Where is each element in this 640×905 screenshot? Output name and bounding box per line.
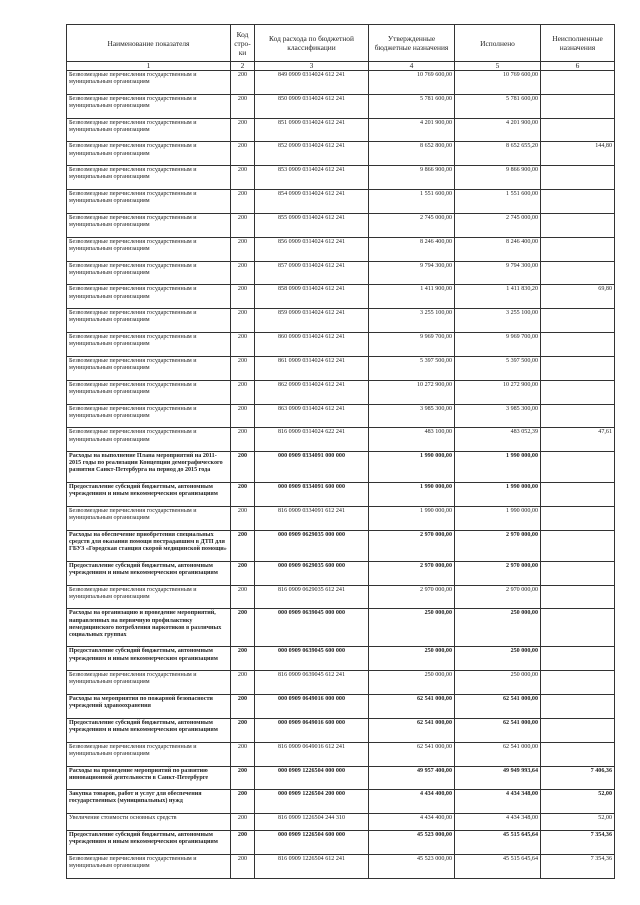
approved-amount-cell: 4 434 400,00: [369, 814, 455, 831]
table-row: [67, 790, 615, 814]
indicator-name-cell: Безвозмездные перечисления государственным и муниципальным организациям: [67, 671, 231, 695]
line-code-cell: 200: [231, 237, 255, 261]
executed-amount-cell: 8 246 400,00: [455, 237, 541, 261]
budget-classification-code-cell: 000 0909 1226504 600 000: [255, 830, 369, 854]
executed-amount-cell: 9 969 700,00: [455, 333, 541, 357]
budget-classification-code-cell: 000 0909 1226504 000 000: [255, 766, 369, 790]
approved-amount-cell: 1 551 600,00: [369, 190, 455, 214]
indicator-name-cell: Закупка товаров, работ и услуг для обеспечения государственных (муниципальных) нужд: [67, 790, 231, 814]
approved-amount-cell: 10 769 600,00: [369, 71, 455, 95]
unexecuted-amount-cell: 52,00: [541, 814, 615, 831]
line-code-cell: 200: [231, 404, 255, 428]
header-indicator-name: Наименование показателя: [67, 25, 231, 62]
unexecuted-amount-cell: [541, 333, 615, 357]
approved-amount-cell: 2 970 000,00: [369, 585, 455, 609]
table-row: [67, 285, 615, 309]
executed-amount-cell: 5 781 600,00: [455, 94, 541, 118]
unexecuted-amount-cell: [541, 483, 615, 507]
executed-amount-cell: 250 000,00: [455, 609, 541, 647]
budget-classification-code-cell: 853 0909 0314024 612 241: [255, 166, 369, 190]
approved-amount-cell: 2 970 000,00: [369, 561, 455, 585]
unexecuted-amount-cell: [541, 94, 615, 118]
header-line-code: Код стро-ки: [231, 25, 255, 62]
indicator-name-cell: Безвозмездные перечисления государственным и муниципальным организациям: [67, 166, 231, 190]
table-row: [67, 647, 615, 671]
line-code-cell: 200: [231, 213, 255, 237]
executed-amount-cell: 49 949 993,64: [455, 766, 541, 790]
indicator-name-cell: Безвозмездные перечисления государственным и муниципальным организациям: [67, 261, 231, 285]
table-row: [67, 333, 615, 357]
executed-amount-cell: 5 397 500,00: [455, 356, 541, 380]
budget-classification-code-cell: 852 0909 0314024 612 241: [255, 142, 369, 166]
indicator-name-cell: Предоставление субсидий бюджетным, автономным учреждениям и иным некоммерческим организациям: [67, 483, 231, 507]
unexecuted-amount-cell: [541, 213, 615, 237]
column-number-row: [67, 62, 615, 71]
budget-classification-code-cell: 856 0909 0314024 612 241: [255, 237, 369, 261]
budget-classification-code-cell: 000 0909 0639045 000 000: [255, 609, 369, 647]
indicator-name-cell: Предоставление субсидий бюджетным, автономным учреждениям и иным некоммерческим организациям: [67, 718, 231, 742]
table-header: [67, 25, 615, 71]
unexecuted-amount-cell: [541, 742, 615, 766]
indicator-name-cell: Безвозмездные перечисления государственным и муниципальным организациям: [67, 309, 231, 333]
budget-classification-code-cell: 816 0909 1226504 244 310: [255, 814, 369, 831]
budget-classification-code-cell: 859 0909 0314024 612 241: [255, 309, 369, 333]
indicator-name-cell: Безвозмездные перечисления государственным и муниципальным организациям: [67, 356, 231, 380]
indicator-name-cell: Безвозмездные перечисления государственным и муниципальным организациям: [67, 190, 231, 214]
line-code-cell: 200: [231, 561, 255, 585]
unexecuted-amount-cell: [541, 309, 615, 333]
table-row: [67, 261, 615, 285]
line-code-cell: 200: [231, 507, 255, 531]
budget-classification-code-cell: 816 0909 0639045 612 241: [255, 671, 369, 695]
executed-amount-cell: 9 794 300,00: [455, 261, 541, 285]
approved-amount-cell: 8 652 800,00: [369, 142, 455, 166]
budget-classification-code-cell: 816 0909 0334091 612 241: [255, 507, 369, 531]
executed-amount-cell: 3 255 100,00: [455, 309, 541, 333]
indicator-name-cell: Расходы на мероприятия по пожарной безопасности учреждений здравоохранения: [67, 695, 231, 719]
line-code-cell: 200: [231, 428, 255, 452]
indicator-name-cell: Безвозмездные перечисления государственным и муниципальным организациям: [67, 142, 231, 166]
table-row: [67, 854, 615, 878]
budget-classification-code-cell: 000 0909 0649016 000 000: [255, 695, 369, 719]
line-code-cell: 200: [231, 309, 255, 333]
unexecuted-amount-cell: [541, 561, 615, 585]
table-row: [67, 507, 615, 531]
line-code-cell: 200: [231, 814, 255, 831]
indicator-name-cell: Безвозмездные перечисления государственным и муниципальным организациям: [67, 428, 231, 452]
approved-amount-cell: 1 990 000,00: [369, 452, 455, 483]
unexecuted-amount-cell: [541, 609, 615, 647]
line-code-cell: 200: [231, 190, 255, 214]
executed-amount-cell: 250 000,00: [455, 671, 541, 695]
approved-amount-cell: 1 411 900,00: [369, 285, 455, 309]
budget-classification-code-cell: 000 0909 1226504 200 000: [255, 790, 369, 814]
column-number: 3: [255, 62, 369, 71]
table-row: [67, 71, 615, 95]
unexecuted-amount-cell: [541, 404, 615, 428]
line-code-cell: 200: [231, 790, 255, 814]
line-code-cell: 200: [231, 285, 255, 309]
approved-amount-cell: 62 541 000,00: [369, 695, 455, 719]
executed-amount-cell: 3 985 300,00: [455, 404, 541, 428]
approved-amount-cell: 45 523 000,00: [369, 854, 455, 878]
budget-classification-code-cell: 000 0909 0629035 000 000: [255, 530, 369, 561]
table-row: [67, 766, 615, 790]
indicator-name-cell: Расходы на организацию и проведение мероприятий, направленных на первичную профилактику немедицинского потребления наркотиков в различных социальных группах: [67, 609, 231, 647]
executed-amount-cell: 10 769 600,00: [455, 71, 541, 95]
executed-amount-cell: 2 970 000,00: [455, 530, 541, 561]
approved-amount-cell: 250 000,00: [369, 671, 455, 695]
budget-classification-code-cell: 861 0909 0314024 612 241: [255, 356, 369, 380]
approved-amount-cell: 9 969 700,00: [369, 333, 455, 357]
unexecuted-amount-cell: 144,80: [541, 142, 615, 166]
budget-classification-code-cell: 860 0909 0314024 612 241: [255, 333, 369, 357]
budget-classification-code-cell: 000 0909 0649016 600 000: [255, 718, 369, 742]
executed-amount-cell: 4 434 348,00: [455, 790, 541, 814]
indicator-name-cell: Безвозмездные перечисления государственным и муниципальным организациям: [67, 237, 231, 261]
line-code-cell: 200: [231, 742, 255, 766]
budget-classification-code-cell: 000 0909 0334091 600 000: [255, 483, 369, 507]
line-code-cell: 200: [231, 71, 255, 95]
executed-amount-cell: 4 434 348,00: [455, 814, 541, 831]
line-code-cell: 200: [231, 452, 255, 483]
indicator-name-cell: Предоставление субсидий бюджетным, автономным учреждениям и иным некоммерческим организациям: [67, 830, 231, 854]
budget-execution-table: [66, 24, 615, 879]
table-row: [67, 609, 615, 647]
budget-classification-code-cell: 849 0909 0314024 612 241: [255, 71, 369, 95]
budget-classification-code-cell: 857 0909 0314024 612 241: [255, 261, 369, 285]
table-row: [67, 695, 615, 719]
line-code-cell: 200: [231, 695, 255, 719]
budget-classification-code-cell: 855 0909 0314024 612 241: [255, 213, 369, 237]
indicator-name-cell: Увеличение стоимости основных средств: [67, 814, 231, 831]
table-row: [67, 428, 615, 452]
line-code-cell: 200: [231, 671, 255, 695]
budget-classification-code-cell: 000 0909 0334091 000 000: [255, 452, 369, 483]
approved-amount-cell: 250 000,00: [369, 647, 455, 671]
approved-amount-cell: 1 990 000,00: [369, 483, 455, 507]
table-row: [67, 830, 615, 854]
line-code-cell: 200: [231, 142, 255, 166]
indicator-name-cell: Безвозмездные перечисления государственным и муниципальным организациям: [67, 742, 231, 766]
approved-amount-cell: 8 246 400,00: [369, 237, 455, 261]
column-number: 1: [67, 62, 231, 71]
unexecuted-amount-cell: [541, 718, 615, 742]
line-code-cell: 200: [231, 830, 255, 854]
approved-amount-cell: 4 434 400,00: [369, 790, 455, 814]
budget-classification-code-cell: 000 0909 0639045 600 000: [255, 647, 369, 671]
table-row: [67, 561, 615, 585]
unexecuted-amount-cell: [541, 190, 615, 214]
table-row: [67, 718, 615, 742]
executed-amount-cell: 1 990 000,00: [455, 452, 541, 483]
table-row: [67, 380, 615, 404]
table-row: [67, 118, 615, 142]
unexecuted-amount-cell: [541, 166, 615, 190]
table-body: [67, 71, 615, 879]
budget-classification-code-cell: 000 0909 0629035 600 000: [255, 561, 369, 585]
column-number: 2: [231, 62, 255, 71]
indicator-name-cell: Безвозмездные перечисления государственным и муниципальным организациям: [67, 213, 231, 237]
budget-classification-code-cell: 816 0909 0314024 622 241: [255, 428, 369, 452]
unexecuted-amount-cell: [541, 380, 615, 404]
line-code-cell: 200: [231, 333, 255, 357]
table-row: [67, 483, 615, 507]
table-row: [67, 190, 615, 214]
line-code-cell: 200: [231, 483, 255, 507]
unexecuted-amount-cell: [541, 237, 615, 261]
approved-amount-cell: 2 970 000,00: [369, 530, 455, 561]
executed-amount-cell: 2 970 000,00: [455, 561, 541, 585]
executed-amount-cell: 10 272 900,00: [455, 380, 541, 404]
approved-amount-cell: 62 541 000,00: [369, 742, 455, 766]
header-executed: Исполнено: [455, 25, 541, 62]
column-number: 6: [541, 62, 615, 71]
indicator-name-cell: Предоставление субсидий бюджетным, автономным учреждениям и иным некоммерческим организациям: [67, 561, 231, 585]
column-number: 5: [455, 62, 541, 71]
unexecuted-amount-cell: 69,80: [541, 285, 615, 309]
budget-classification-code-cell: 863 0909 0314024 612 241: [255, 404, 369, 428]
table-row: [67, 166, 615, 190]
unexecuted-amount-cell: [541, 671, 615, 695]
budget-classification-code-cell: 854 0909 0314024 612 241: [255, 190, 369, 214]
executed-amount-cell: 62 541 000,00: [455, 718, 541, 742]
budget-classification-code-cell: 816 0909 0649016 612 241: [255, 742, 369, 766]
line-code-cell: 200: [231, 609, 255, 647]
report-sheet: [66, 24, 614, 879]
executed-amount-cell: 250 000,00: [455, 647, 541, 671]
executed-amount-cell: 45 515 645,64: [455, 854, 541, 878]
approved-amount-cell: 49 957 400,00: [369, 766, 455, 790]
indicator-name-cell: Безвозмездные перечисления государственным и муниципальным организациям: [67, 854, 231, 878]
budget-classification-code-cell: 816 0909 0629035 612 241: [255, 585, 369, 609]
indicator-name-cell: Безвозмездные перечисления государственным и муниципальным организациям: [67, 380, 231, 404]
executed-amount-cell: 1 990 000,00: [455, 483, 541, 507]
unexecuted-amount-cell: 47,61: [541, 428, 615, 452]
approved-amount-cell: 9 866 900,00: [369, 166, 455, 190]
executed-amount-cell: 62 541 000,00: [455, 742, 541, 766]
executed-amount-cell: 1 990 000,00: [455, 507, 541, 531]
approved-amount-cell: 1 990 000,00: [369, 507, 455, 531]
line-code-cell: 200: [231, 118, 255, 142]
line-code-cell: 200: [231, 530, 255, 561]
budget-classification-code-cell: 816 0909 1226504 612 241: [255, 854, 369, 878]
approved-amount-cell: 3 255 100,00: [369, 309, 455, 333]
budget-classification-code-cell: 862 0909 0314024 612 241: [255, 380, 369, 404]
unexecuted-amount-cell: [541, 118, 615, 142]
executed-amount-cell: 4 201 900,00: [455, 118, 541, 142]
unexecuted-amount-cell: [541, 356, 615, 380]
table-row: [67, 309, 615, 333]
unexecuted-amount-cell: [541, 585, 615, 609]
line-code-cell: 200: [231, 718, 255, 742]
table-row: [67, 213, 615, 237]
approved-amount-cell: 3 985 300,00: [369, 404, 455, 428]
approved-amount-cell: 4 201 900,00: [369, 118, 455, 142]
approved-amount-cell: 10 272 900,00: [369, 380, 455, 404]
table-row: [67, 585, 615, 609]
budget-classification-code-cell: 851 0909 0314024 612 241: [255, 118, 369, 142]
executed-amount-cell: 8 652 655,20: [455, 142, 541, 166]
unexecuted-amount-cell: 7 354,36: [541, 830, 615, 854]
line-code-cell: 200: [231, 766, 255, 790]
unexecuted-amount-cell: [541, 530, 615, 561]
indicator-name-cell: Безвозмездные перечисления государственным и муниципальным организациям: [67, 585, 231, 609]
unexecuted-amount-cell: [541, 647, 615, 671]
indicator-name-cell: Расходы на выполнение Плана мероприятий на 2011-2015 годы по реализации Концепции демографического развития Санкт-Петербурга на период до 2015 года: [67, 452, 231, 483]
unexecuted-amount-cell: [541, 261, 615, 285]
table-row: [67, 742, 615, 766]
indicator-name-cell: Безвозмездные перечисления государственным и муниципальным организациям: [67, 285, 231, 309]
indicator-name-cell: Безвозмездные перечисления государственным и муниципальным организациям: [67, 333, 231, 357]
unexecuted-amount-cell: 7 406,36: [541, 766, 615, 790]
line-code-cell: 200: [231, 166, 255, 190]
unexecuted-amount-cell: [541, 71, 615, 95]
executed-amount-cell: 45 515 645,64: [455, 830, 541, 854]
table-row: [67, 530, 615, 561]
header-approved-appropriations: Утвержденные бюджетные назначения: [369, 25, 455, 62]
indicator-name-cell: Расходы на обеспечение приобретения специальных средств для оказания помощи пострадавшим в ДТП для ГБУЗ «Городская станция скорой медицинской помощи»: [67, 530, 231, 561]
header-unexecuted-appropriations: Неисполненные назначения: [541, 25, 615, 62]
column-number: 4: [369, 62, 455, 71]
table-row: [67, 452, 615, 483]
table-row: [67, 404, 615, 428]
unexecuted-amount-cell: [541, 695, 615, 719]
executed-amount-cell: 1 411 830,20: [455, 285, 541, 309]
line-code-cell: 200: [231, 585, 255, 609]
table-row: [67, 94, 615, 118]
line-code-cell: 200: [231, 854, 255, 878]
unexecuted-amount-cell: 52,00: [541, 790, 615, 814]
indicator-name-cell: Безвозмездные перечисления государственным и муниципальным организациям: [67, 94, 231, 118]
indicator-name-cell: Предоставление субсидий бюджетным, автономным учреждениям и иным некоммерческим организациям: [67, 647, 231, 671]
line-code-cell: 200: [231, 261, 255, 285]
budget-classification-code-cell: 858 0909 0314024 612 241: [255, 285, 369, 309]
table-row: [67, 142, 615, 166]
approved-amount-cell: 5 397 500,00: [369, 356, 455, 380]
line-code-cell: 200: [231, 356, 255, 380]
indicator-name-cell: Безвозмездные перечисления государственным и муниципальным организациям: [67, 118, 231, 142]
approved-amount-cell: 483 100,00: [369, 428, 455, 452]
unexecuted-amount-cell: 7 354,36: [541, 854, 615, 878]
line-code-cell: 200: [231, 380, 255, 404]
executed-amount-cell: 9 866 900,00: [455, 166, 541, 190]
executed-amount-cell: 2 745 000,00: [455, 213, 541, 237]
line-code-cell: 200: [231, 94, 255, 118]
line-code-cell: 200: [231, 647, 255, 671]
approved-amount-cell: 9 794 300,00: [369, 261, 455, 285]
header-row: [67, 25, 615, 62]
executed-amount-cell: 483 052,39: [455, 428, 541, 452]
executed-amount-cell: 2 970 000,00: [455, 585, 541, 609]
table-row: [67, 671, 615, 695]
indicator-name-cell: Расходы на проведение мероприятий по развитию инновационной деятельности в Санкт-Петербурге: [67, 766, 231, 790]
table-row: [67, 814, 615, 831]
table-row: [67, 237, 615, 261]
indicator-name-cell: Безвозмездные перечисления государственным и муниципальным организациям: [67, 71, 231, 95]
unexecuted-amount-cell: [541, 507, 615, 531]
approved-amount-cell: 250 000,00: [369, 609, 455, 647]
indicator-name-cell: Безвозмездные перечисления государственным и муниципальным организациям: [67, 404, 231, 428]
table-row: [67, 356, 615, 380]
approved-amount-cell: 2 745 000,00: [369, 213, 455, 237]
header-budget-classification-code: Код расхода по бюджетной классификации: [255, 25, 369, 62]
approved-amount-cell: 45 523 000,00: [369, 830, 455, 854]
executed-amount-cell: 62 541 000,00: [455, 695, 541, 719]
executed-amount-cell: 1 551 600,00: [455, 190, 541, 214]
unexecuted-amount-cell: [541, 452, 615, 483]
approved-amount-cell: 5 781 600,00: [369, 94, 455, 118]
indicator-name-cell: Безвозмездные перечисления государственным и муниципальным организациям: [67, 507, 231, 531]
approved-amount-cell: 62 541 000,00: [369, 718, 455, 742]
budget-classification-code-cell: 850 0909 0314024 612 241: [255, 94, 369, 118]
